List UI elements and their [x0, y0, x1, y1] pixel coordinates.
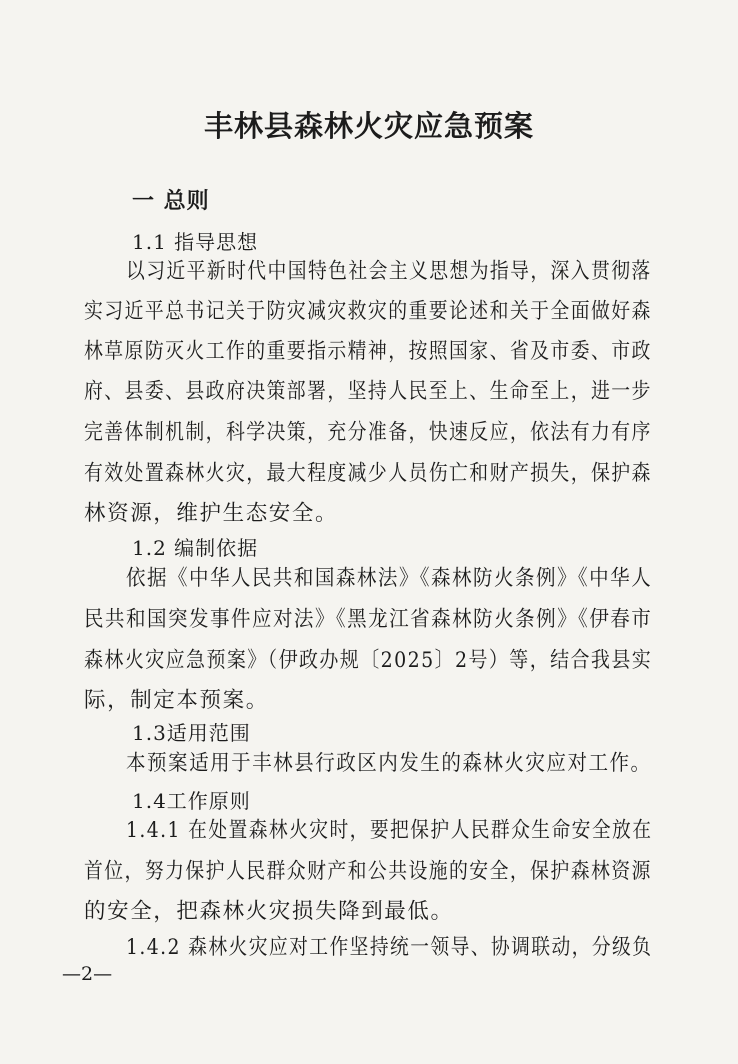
paragraph-line: 林资源，维护生态安全。: [84, 501, 339, 526]
paragraph-line: 实习近平总书记关于防灾减灾救灾的重要论述和关于全面做好森: [84, 299, 652, 324]
paragraph-line: 首位，努力保护人民群众财产和公共设施的安全，保护森林资源: [84, 859, 652, 884]
paragraph-line: 民共和国突发事件应对法》《黑龙江省森林防火条例》《伊春市: [84, 607, 653, 632]
paragraph-line: 1.4.2 森林火灾应对工作坚持统一领导、协调联动，分级负: [126, 935, 653, 960]
subsection-heading-1-4: 1.4工作原则: [132, 789, 251, 813]
paragraph-line: 完善体制机制，科学决策，充分准备，快速反应，依法有力有序: [84, 420, 652, 445]
paragraph-line: 以习近平新时代中国特色社会主义思想为指导，深入贯彻落: [126, 259, 652, 284]
paragraph-line: 府、县委、县政府决策部署，坚持人民至上、生命至上，进一步: [84, 379, 652, 404]
paragraph-line: 森林火灾应急预案》（伊政办规〔2025〕2号）等，结合我县实: [84, 648, 653, 673]
paragraph-line: 本预案适用于丰林县行政区内发生的森林火灾应对工作。: [126, 751, 652, 776]
paragraph-line: 林草原防灭火工作的重要指示精神，按照国家、省及市委、市政: [84, 339, 652, 364]
paragraph-line: 际，制定本预案。: [84, 688, 269, 713]
subsection-heading-1-2: 1.2 编制依据: [132, 536, 259, 560]
page-number: —2—: [62, 963, 113, 985]
document-title: 丰林县森林火灾应急预案: [203, 109, 534, 143]
section-heading-general: 一 总则: [132, 188, 210, 214]
paragraph-line: 的安全，把森林火灾损失降到最低。: [84, 899, 454, 924]
subsection-heading-1-3: 1.3适用范围: [132, 721, 251, 745]
paragraph-line: 有效处置森林火灾，最大程度减少人员伤亡和财产损失，保护森: [84, 461, 652, 486]
paragraph-line: 1.4.1 在处置森林火灾时，要把保护人民群众生命安全放在: [126, 818, 653, 843]
paragraph-line: 依据《中华人民共和国森林法》《森林防火条例》《中华人: [126, 566, 653, 591]
subsection-heading-1-1: 1.1 指导思想: [132, 230, 259, 254]
